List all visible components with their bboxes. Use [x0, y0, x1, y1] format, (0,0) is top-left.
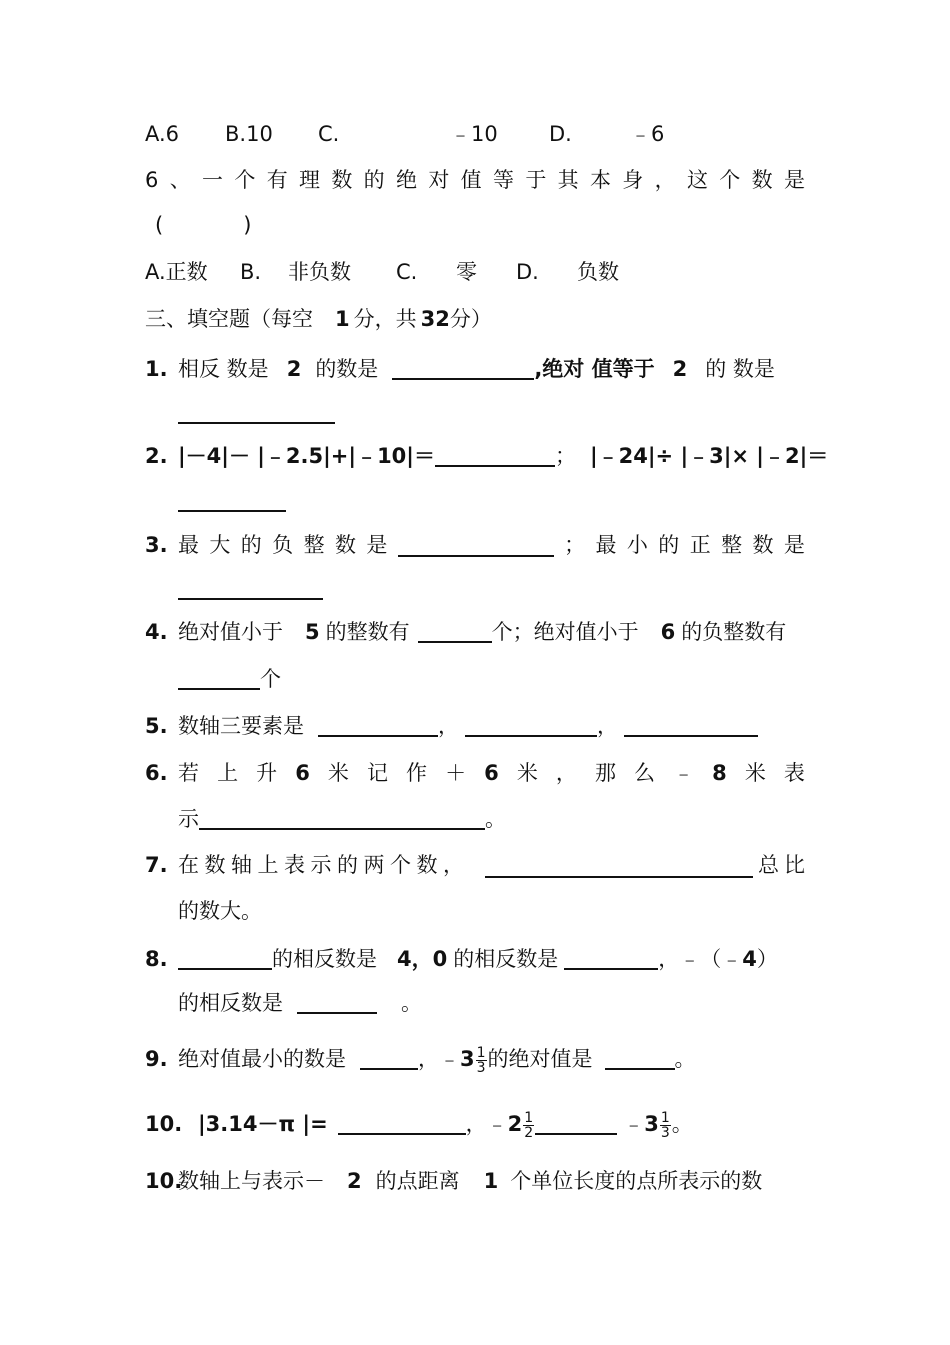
fill-q7-line2: 的数大。	[178, 899, 262, 923]
q9-text: ，﹣	[418, 1047, 460, 1071]
fill-q8	[178, 944, 805, 974]
q3-char: 小	[626, 533, 648, 557]
q7-char: 示	[310, 853, 332, 877]
fill-q2-line2	[178, 486, 805, 516]
q3-char: 最	[595, 533, 617, 557]
q4-number: 5	[305, 620, 320, 644]
q10b-text: 个单位长度的点所表示的数	[510, 1169, 763, 1193]
q4-text: 的整数有	[325, 620, 410, 644]
answer-blank[interactable]	[564, 946, 658, 970]
q8-number: 4	[742, 947, 757, 971]
q6-char: 么	[634, 761, 655, 785]
q9-text: 的绝对值是	[487, 1047, 593, 1071]
option-c-value: 零	[456, 260, 477, 284]
answer-blank[interactable]	[178, 400, 335, 424]
answer-blank[interactable]	[178, 946, 272, 970]
heading-score: 1	[335, 307, 350, 331]
q6-char: 身	[622, 168, 644, 192]
q7-char: 的	[337, 853, 358, 877]
q10-text: ﹣	[623, 1112, 645, 1136]
q10-text: 。	[671, 1112, 693, 1136]
q3-separator: ；	[564, 533, 586, 557]
q5-options	[145, 119, 805, 149]
fraction-denominator: 3	[660, 1124, 670, 1141]
q8-number: 4，0	[397, 947, 448, 971]
q6-char: 是	[783, 168, 805, 192]
q3-char: 正	[689, 533, 711, 557]
option-c: C.	[318, 122, 340, 146]
q6-char: 记	[366, 761, 388, 785]
option-a: A.正数	[145, 260, 208, 284]
q6-char: 8	[712, 761, 727, 785]
q8-text: 。	[401, 991, 422, 1015]
answer-blank[interactable]	[297, 990, 377, 1014]
q5-separator: ，	[438, 714, 459, 738]
q6-char: 值	[460, 168, 482, 192]
q6-char: 6	[295, 761, 310, 785]
question-number: 3.	[145, 533, 168, 557]
q1-number: 2	[672, 357, 688, 381]
question-number: 8.	[145, 947, 168, 971]
q2-expression: |－4|－ |﹣2.5|+|﹣10|＝	[178, 444, 435, 468]
answer-blank[interactable]	[199, 806, 485, 830]
question-number: 6.	[145, 761, 168, 785]
q4-text: 个	[260, 667, 281, 691]
q6-char: 升	[256, 761, 278, 785]
q6-options	[145, 257, 805, 287]
q10-text: ，﹣	[465, 1112, 508, 1136]
q6-char: 6	[484, 761, 499, 785]
q10b-number: 1	[483, 1169, 499, 1193]
option-b: B.	[240, 260, 262, 284]
q6-char: 作	[406, 761, 427, 785]
heading-text: 三、填空题（每空	[145, 307, 313, 331]
fraction-denominator: 3	[476, 1059, 486, 1076]
q3-char: 整	[721, 533, 743, 557]
q6-char: 数	[331, 168, 353, 192]
fill-q6-line2	[178, 804, 805, 834]
q3-char: 大	[209, 533, 231, 557]
answer-blank[interactable]	[178, 576, 323, 600]
fill-q1	[178, 354, 805, 384]
fill-q6	[178, 758, 805, 788]
answer-blank[interactable]	[465, 713, 597, 737]
option-d: D.	[549, 122, 572, 146]
q9-fraction	[476, 1046, 487, 1075]
q10-mixed-whole: 3	[644, 1112, 659, 1136]
q6-char: 这	[686, 168, 708, 192]
fraction-denominator: 2	[524, 1124, 534, 1141]
fill-q5	[178, 711, 805, 741]
q6-answer-paren: ( )	[155, 213, 252, 237]
q5-separator: ，	[597, 714, 618, 738]
q6-char: 米	[744, 761, 766, 785]
q10-fraction	[660, 1111, 671, 1140]
answer-blank[interactable]	[178, 666, 260, 690]
q6-text: 。	[485, 807, 506, 831]
q7-text-group	[758, 850, 805, 880]
q3-char: 的	[240, 533, 262, 557]
q7-text-group	[178, 850, 464, 880]
q6-char: 一	[202, 168, 224, 192]
q6-char: 对	[428, 168, 450, 192]
q6-char: 米	[516, 761, 538, 785]
q7-char: 个	[390, 853, 411, 877]
q10b-text: 的点距离	[375, 1169, 460, 1193]
q8-text: 的相反数是	[453, 947, 559, 971]
q6-char: 等	[492, 168, 514, 192]
heading-text: 分，共	[353, 307, 417, 331]
question-number: 4.	[145, 620, 168, 644]
q10-mixed-whole: 2	[507, 1112, 523, 1136]
question-number: 10.	[145, 1112, 183, 1136]
fill-q8-line2	[178, 988, 805, 1018]
q6-char: ＋	[445, 761, 467, 785]
answer-blank[interactable]	[338, 1111, 466, 1135]
q6-char: 本	[589, 168, 611, 192]
q10b-number: 2	[347, 1169, 362, 1193]
option-c: C.	[396, 260, 418, 284]
q7-char: 总	[758, 853, 779, 877]
fill-q7	[178, 850, 805, 880]
q3-char: 的	[658, 533, 680, 557]
option-d: D.	[516, 260, 539, 284]
q4-text: 绝对值小于	[178, 620, 283, 644]
q1-text: 的数是	[315, 357, 379, 381]
q6-char: 的	[363, 168, 385, 192]
q6-char: 米	[327, 761, 349, 785]
question-number: 10.	[145, 1169, 183, 1193]
q6-char: 理	[299, 168, 321, 192]
q6-char: 绝	[396, 168, 417, 192]
question-number: 2.	[145, 444, 168, 468]
q7-char: 两	[363, 853, 385, 877]
answer-blank[interactable]	[485, 854, 753, 878]
q1-text: ,绝对 值等于	[534, 357, 655, 381]
option-b-value: 非负数	[288, 260, 351, 284]
answer-blank[interactable]	[360, 1046, 418, 1070]
section-heading	[145, 304, 805, 334]
q6-char: 于	[525, 168, 547, 192]
q7-char: 数	[204, 853, 226, 877]
question-number: 5.	[145, 714, 168, 738]
q3-char: 数	[752, 533, 774, 557]
q7-char: ，	[443, 853, 464, 877]
q6-char: 有	[266, 168, 288, 192]
q6-stem	[145, 165, 805, 195]
answer-blank[interactable]	[435, 443, 555, 467]
answer-blank[interactable]	[624, 713, 758, 737]
q6-char: 个	[719, 168, 741, 192]
q6-char: 个	[234, 168, 256, 192]
option-b: B.10	[225, 122, 273, 146]
fill-q9	[178, 1044, 805, 1074]
fraction-numerator: 1	[524, 1109, 534, 1126]
fill-q4	[178, 617, 805, 647]
fraction-numerator: 1	[476, 1044, 486, 1061]
q7-char: 在	[178, 853, 199, 877]
fill-q10	[198, 1109, 825, 1139]
answer-blank[interactable]	[392, 356, 534, 380]
q6-text: 示	[178, 807, 199, 831]
q10b-text: 数轴上与表示－	[178, 1169, 325, 1193]
fill-q2	[178, 441, 829, 471]
q3-char: 整	[303, 533, 325, 557]
answer-blank[interactable]	[398, 533, 554, 557]
option-a: A.6	[145, 122, 180, 146]
q10-expression: |3.14－π |=	[198, 1112, 328, 1136]
fill-q3-line2	[178, 574, 805, 604]
q8-text: ，﹣（﹣	[658, 947, 743, 971]
q6-char: 表	[783, 761, 805, 785]
option-d-value: 负数	[577, 260, 619, 284]
q8-text: 的相反数是	[178, 991, 283, 1015]
fill-q10b	[178, 1166, 805, 1196]
q2-separator: ；	[554, 444, 576, 468]
q6-char: 其	[557, 168, 579, 192]
question-number: 1.	[145, 357, 168, 381]
fill-q3	[178, 530, 805, 560]
q2-expression: |﹣24|÷ |﹣3|× |﹣2|＝	[589, 444, 829, 468]
question-number: 7.	[145, 853, 168, 877]
answer-blank[interactable]	[318, 713, 438, 737]
fill-q4-line2	[178, 664, 805, 694]
q6-char: ﹣	[673, 761, 695, 785]
q6-char: 数	[751, 168, 773, 192]
q7-char: 轴	[231, 853, 252, 877]
answer-blank[interactable]	[178, 488, 286, 512]
q4-text: 的负整数有	[681, 620, 787, 644]
q3-char: 数	[334, 533, 356, 557]
q3-char: 是	[783, 533, 805, 557]
q1-text: 相反 数是	[178, 357, 269, 381]
q3-char: 最	[178, 533, 199, 557]
answer-blank[interactable]	[605, 1046, 675, 1070]
heading-total: 32	[420, 307, 450, 331]
q6-char: 上	[217, 761, 239, 785]
answer-blank[interactable]	[535, 1111, 617, 1135]
fraction-numerator: 1	[660, 1109, 670, 1126]
q7-char: 数	[416, 853, 438, 877]
q8-text: 的相反数是	[272, 947, 377, 971]
q3-char: 负	[272, 533, 294, 557]
q5-text: 数轴三要素是	[178, 714, 304, 738]
q6-char: 6	[145, 168, 159, 192]
q3-char: 是	[366, 533, 388, 557]
q9-mixed-whole: 3	[460, 1047, 475, 1071]
q4-number: 6	[660, 620, 676, 644]
q9-text: 。	[674, 1047, 696, 1071]
q10-fraction	[523, 1111, 534, 1140]
q1-text: 的 数是	[705, 357, 775, 381]
q7-char: 比	[784, 853, 805, 877]
question-number: 9.	[145, 1047, 168, 1071]
q6-char: ，	[555, 761, 577, 785]
option-c-value: ﹣10	[450, 122, 498, 146]
q1-number: 2	[286, 357, 302, 381]
answer-blank[interactable]	[418, 619, 492, 643]
q6-char: ，	[654, 168, 676, 192]
option-d-value: ﹣6	[630, 122, 665, 146]
q7-char: 上	[257, 853, 279, 877]
q6-char: 、	[169, 168, 191, 192]
q9-text: 绝对值最小的数是	[178, 1047, 346, 1071]
q7-char: 表	[284, 853, 305, 877]
fill-q1-line2	[178, 398, 805, 428]
q4-text: 个；绝对值小于	[491, 620, 639, 644]
q6-char: 若	[178, 761, 199, 785]
q8-text: ）	[756, 947, 778, 971]
q6-char: 那	[594, 761, 616, 785]
heading-text: 分）	[449, 307, 492, 331]
